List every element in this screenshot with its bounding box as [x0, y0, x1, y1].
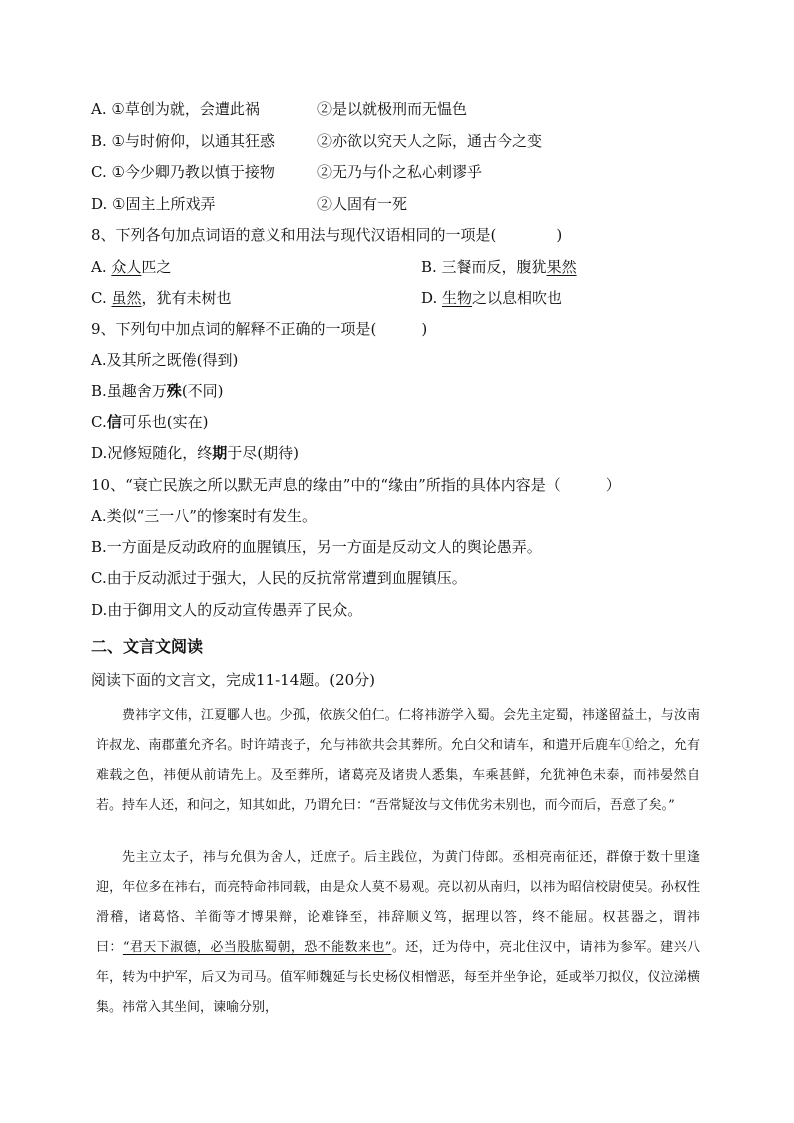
q8-options-row1: [91, 257, 577, 277]
q7-option-c: [91, 162, 483, 182]
passage-underlined-sentence: “君天下淑德，必当股肱蜀朝，恐不能数来也”: [122, 940, 392, 955]
q7-option-b-part1: B. ①与时俯仰，以通其狂惑: [91, 132, 276, 150]
q9-option-a: A.及其所之既倦(得到): [91, 351, 239, 369]
q8-options-row2: [91, 288, 563, 308]
q9-option-c-marked: 信: [106, 413, 122, 431]
q9-stem: 9、下列句中加点词的解释不正确的一项是( ): [91, 320, 428, 338]
q7-option-d-part2: ②人固有一死: [317, 195, 408, 213]
q7-option-a: [91, 99, 468, 119]
q7-option-a-part1: A. ①草创为就，会遭此祸: [91, 100, 260, 118]
q7-option-d-part1: D. ①固主上所戏弄: [91, 195, 216, 213]
passage-paragraph-2: 先主立太子，祎与允俱为舍人，迁庶子。后主践位，为黄门侍郎。丞相亮南征还，群僚于数十里逢迎，年位多在祎右，而亮特命祎同载，由是众人莫不易观。亮以初从南归，以祎为昭信校尉使吴。孙权性滑稽，诸葛恪、羊衜等才博果辩，论难锋至，祎辞顺义笃，据理以答，终不能屈。权甚器之，谓祎曰：“君天下淑德，必当股肱蜀朝，恐不能数来也”。还，迁为侍中，亮北住汉中，请祎为参军。建兴八年，转为中护军，后又为司马。值军师魏延与长史杨仪相憎恶，每至并坐争论，延或举刀拟仪，仪泣涕横集。祎常入其坐间，谏喻分别，: [96, 850, 700, 1015]
q7-option-b-part2: ②亦欲以究天人之际，通古今之变: [317, 132, 543, 150]
q10-stem: 10、“衰亡民族之所以默无声息的缘由”中的“缘由”所指的具体内容是（ ）: [91, 476, 621, 494]
q10-option-c: C.由于反动派过于强大，人民的反抗常常遭到血腥镇压。: [91, 569, 467, 587]
q8-option-c: C. 虽然，犹有未树也: [91, 289, 232, 307]
q8-option-d: D. 生物之以息相吹也: [421, 289, 563, 307]
q9-option-d-marked: 期: [212, 444, 228, 462]
q10-option-b: B.一方面是反动政府的血腥镇压，另一方面是反动文人的舆论愚弄。: [91, 538, 542, 556]
section-title: 二、文言文阅读: [91, 637, 204, 656]
q7-option-c-part1: C. ①今少卿乃教以慎于接物: [91, 163, 275, 181]
q8-option-c-marked: 虽然: [111, 289, 142, 307]
q7-option-b: [91, 131, 543, 151]
q8-option-a-marked: 众人: [111, 258, 142, 276]
section-instruction: 阅读下面的文言文，完成11-14题。(20分): [91, 671, 376, 689]
q9-option-c: C.信可乐也(实在): [91, 413, 209, 431]
q8-stem: 8、下列各句加点词语的意义和用法与现代汉语相同的一项是( ): [91, 226, 563, 244]
q9-option-d: D.况修短随化，终期于尽(期待): [91, 444, 299, 462]
q8-option-d-marked: 生物: [442, 289, 473, 307]
q7-option-c-part2: ②无乃与仆之私心剌谬乎: [317, 163, 483, 181]
passage-paragraph-1: 费祎字文伟，江夏鄳人也。少孤，依族父伯仁。仁将祎游学入蜀。会先主定蜀，祎遂留益土，与汝南许叔龙、南郡董允齐名。时许靖丧子，允与祎欲共会其葬所。允白父和请车，和遣开后鹿车①给之，允有难载之色，祎便从前请先上。及至葬所，诸葛亮及诸贵人悉集，车乘甚鲜，允犹神色未泰，而祎晏然自若。持车人还，和问之，知其如此，乃谓允曰：“吾常疑汝与文伟优劣未别也，而今而后，吾意了矣。”: [96, 708, 700, 813]
q9-option-b-marked: 殊: [166, 382, 182, 400]
q10-option-a: A.类似“三一八”的惨案时有发生。: [91, 507, 317, 525]
q8-option-a: A. 众人匹之: [91, 258, 172, 276]
q8-option-b-marked: 果然: [546, 258, 577, 276]
q8-option-b: B. 三餐而反，腹犹果然: [421, 258, 577, 276]
q10-option-d: D.由于御用文人的反动宣传愚弄了民众。: [91, 601, 363, 619]
q9-option-b: B.虽趣舍万殊(不同): [91, 382, 224, 400]
q7-option-d: [91, 194, 408, 214]
q7-option-a-part2: ②是以就极刑而无愠色: [317, 100, 468, 118]
